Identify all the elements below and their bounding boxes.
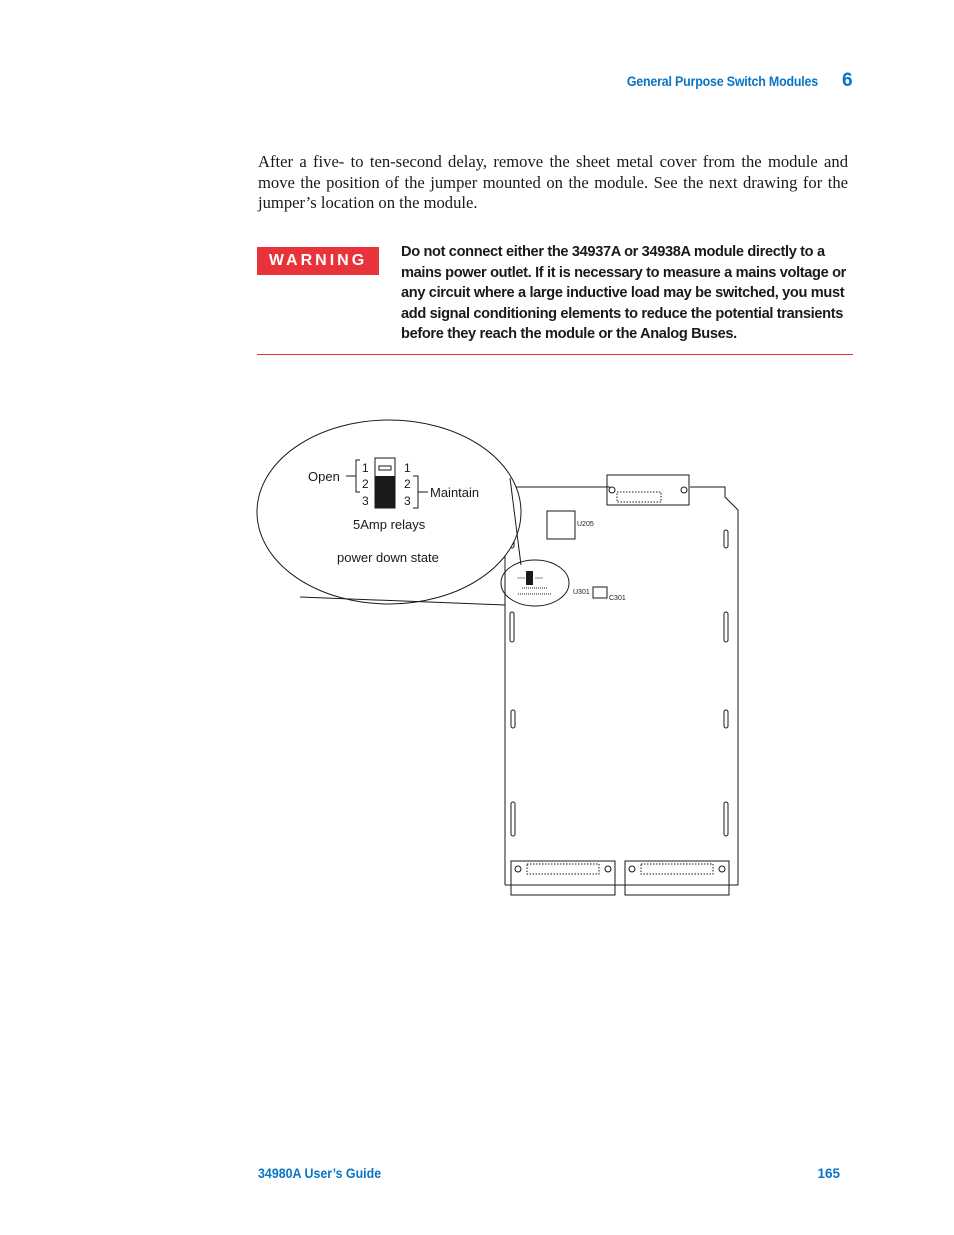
u205-chip — [547, 511, 575, 539]
jumper-location-diagram — [250, 410, 750, 910]
warning-divider — [257, 354, 853, 355]
footer-guide-title: 34980A User’s Guide — [258, 1166, 382, 1181]
u301-label: U301 — [573, 589, 590, 596]
chapter-number: 6 — [842, 70, 853, 91]
running-header-title: General Purpose Switch Modules — [626, 74, 818, 89]
bottom-connector-right — [625, 861, 729, 895]
open-label: Open — [308, 469, 340, 484]
c301-component — [593, 587, 607, 598]
caption-5amp-relays: 5Amp relays — [353, 517, 426, 532]
pin-right-2: 2 — [404, 477, 411, 491]
c301-label: C301 — [609, 595, 626, 602]
jumper-location-small — [501, 560, 569, 606]
jumper-callout — [257, 420, 530, 605]
board-slots — [510, 530, 728, 836]
pin-left-3: 3 — [362, 494, 369, 508]
jumper-pin-1 — [379, 466, 391, 470]
u205-label: U205 — [577, 521, 594, 528]
maintain-label: Maintain — [430, 485, 480, 500]
body-paragraph: After a five- to ten-second delay, remove the sheet metal cover from the module and move the position of the jumper mounted on the module. See the next drawing for the jumper’s location on the module. — [258, 152, 848, 212]
pin-left-2: 2 — [362, 477, 369, 491]
jumper-shunt — [375, 476, 395, 508]
top-connector — [607, 475, 689, 505]
caption-power-down-state: power down state — [337, 550, 439, 565]
warning-badge: WARNING — [257, 247, 379, 275]
module-board — [505, 487, 738, 885]
pin-right-3: 3 — [404, 494, 411, 508]
page-number: 165 — [817, 1166, 840, 1181]
warning-text: Do not connect either the 34937A or 34938A module directly to a mains power outlet. If it is necessary to measure a mains voltage or any circuit where a large inductive load may be switched, you must add signal conditioning elements to reduce the potential transients before they reach the module or the Analog Buses. — [401, 244, 846, 342]
pin-right-1: 1 — [404, 461, 411, 475]
bottom-connector-left — [511, 861, 615, 895]
pin-left-1: 1 — [362, 461, 369, 475]
